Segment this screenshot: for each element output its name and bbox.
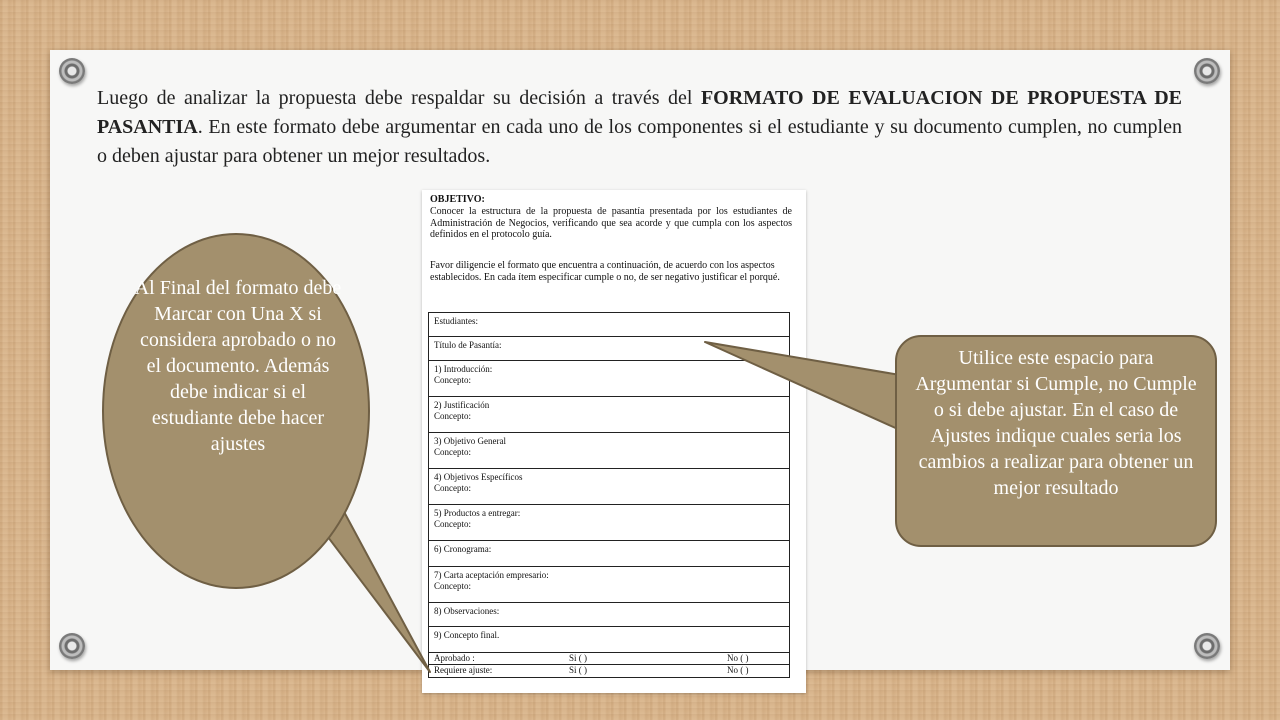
form-instructions: Favor diligencie el formato que encuentra a continuación, de acuerdo con los aspectos establecidos. En cada ítem especificar cumple o no, de ser negativo justificar el porqué. bbox=[430, 260, 780, 283]
row-cronograma: 6) Cronograma: bbox=[429, 541, 789, 567]
row-objetivo-general: 3) Objetivo General Concepto: bbox=[429, 433, 789, 469]
row-observaciones: 8) Observaciones: bbox=[429, 603, 789, 627]
row-introduccion: 1) Introducción: Concepto: bbox=[429, 361, 789, 397]
left-callout-text: Al Final del formato debe Marcar con Una X si considera aprobado o no el documento. Además debe indicar si el estudiante debe hacer ajustes bbox=[134, 277, 342, 455]
row-carta-aceptacion: 7) Carta aceptación empresario: Concepto: bbox=[429, 567, 789, 603]
row-requiere-ajuste: Requiere ajuste: Si ( ) No ( ) bbox=[434, 665, 749, 675]
intro-paragraph: Luego de analizar la propuesta debe respaldar su decisión a través del FORMATO DE EVALUACION DE PROPUESTA DE PASANTIA. En este formato debe argumentar en cada uno de los componentes si el estudiante y su documento cumplen, no cumplen o deben ajustar para obtener un mejor resultados. bbox=[97, 87, 1183, 167]
row-productos: 5) Productos a entregar: Concepto: bbox=[429, 505, 789, 541]
right-callout-text: Utilice este espacio para Argumentar si Cumple, no Cumple o si debe ajustar. En el caso de Ajustes indique cuales seria los cambios a realizar para obtener un mejor resultado bbox=[915, 347, 1197, 499]
row-concepto-final: 9) Concepto final. bbox=[429, 627, 789, 653]
row-justificacion: 2) Justificación Concepto: bbox=[429, 397, 789, 433]
format-name: FORMATO DE EVALUACION DE PROPUESTA DE PASANTIA bbox=[97, 87, 1183, 138]
row-estudiantes: Estudiantes: bbox=[429, 313, 789, 337]
left-callout-bubble bbox=[102, 233, 370, 589]
objetivo-text: Conocer la estructura de la propuesta de pasantía presentada por los estudiantes de Administración de Negocios, verificando que sea acorde y que cumpla con los aspectos definidos en el protocolo guía. bbox=[430, 206, 792, 241]
row-aprobado: Aprobado : Si ( ) No ( ) bbox=[429, 653, 789, 665]
row-objetivos-especificos: 4) Objetivos Específicos Concepto: bbox=[429, 469, 789, 505]
right-callout-bubble bbox=[895, 335, 1217, 547]
right-callout-tail bbox=[705, 342, 900, 430]
objetivo-title: OBJETIVO: bbox=[430, 194, 485, 205]
row-titulo: Título de Pasantía: bbox=[429, 337, 789, 361]
